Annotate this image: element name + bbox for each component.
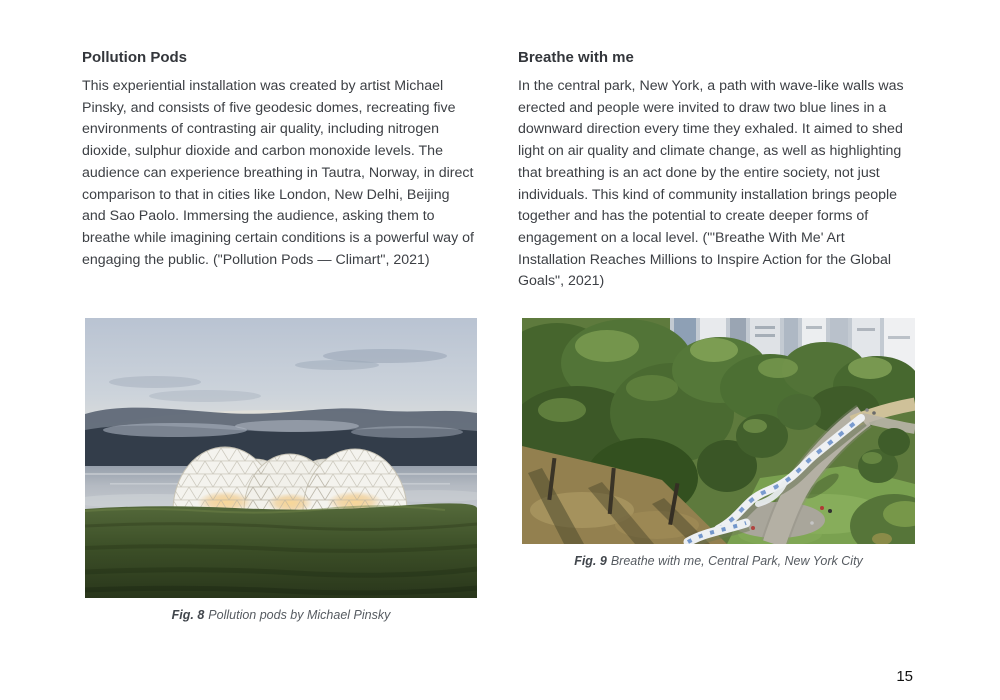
page-number: 15 (896, 668, 913, 685)
section-body-breathe-with-me: In the central park, New York, a path with wave-like walls was erected and people were invited to draw two blue lines in a downward direction every time they exhaled. It aimed to shed light on air quality and climate change, as well as highlighting that breathing is an act done by the entire society, not just individuals. This kind of community installation brings people together and has the potential to create deeper forms of engagement on a local level. ("'Breathe With Me' Art Installation Reaches Millions to Inspire Action for the Global Goals", 2021) (518, 78, 904, 290)
geodesic-domes (173, 447, 407, 513)
figure-label: Fig. 9 (574, 554, 607, 568)
figure-pollution-pods (85, 318, 477, 623)
column-pollution-pods (82, 47, 474, 271)
pollution-pods-photo (85, 318, 477, 598)
figure-label: Fig. 8 (171, 608, 205, 622)
column-breathe-with-me (518, 47, 915, 293)
section-heading-pollution-pods: Pollution Pods (82, 49, 187, 66)
figure-caption-text: Pollution pods by Michael Pinsky (208, 608, 391, 622)
section-body-pollution-pods: This experiential installation was created by artist Michael Pinsky, and consists of five geodesic domes, recreating five environments of contrasting air quality, including nitrogen dioxide, sulphur dioxide and carbon monoxide levels. The audience can experience breathing in Tautra, Norway, in direct comparison to that in cities like London, New Delhi, Beijing and Sao Paolo. Immersing the audience, asking them to breathe while imagining certain conditions is a powerful way of engaging the public. ("Pollution Pods — Climart", 2021) (82, 78, 474, 268)
section-heading-breathe-with-me: Breathe with me (518, 49, 634, 66)
figure-breathe-with-me (522, 318, 915, 569)
figure-caption-text: Breathe with me, Central Park, New York City (610, 554, 863, 568)
figure-caption (85, 607, 477, 623)
breathe-with-me-photo (522, 318, 915, 544)
figure-caption (522, 553, 915, 569)
grass-field (85, 503, 477, 598)
